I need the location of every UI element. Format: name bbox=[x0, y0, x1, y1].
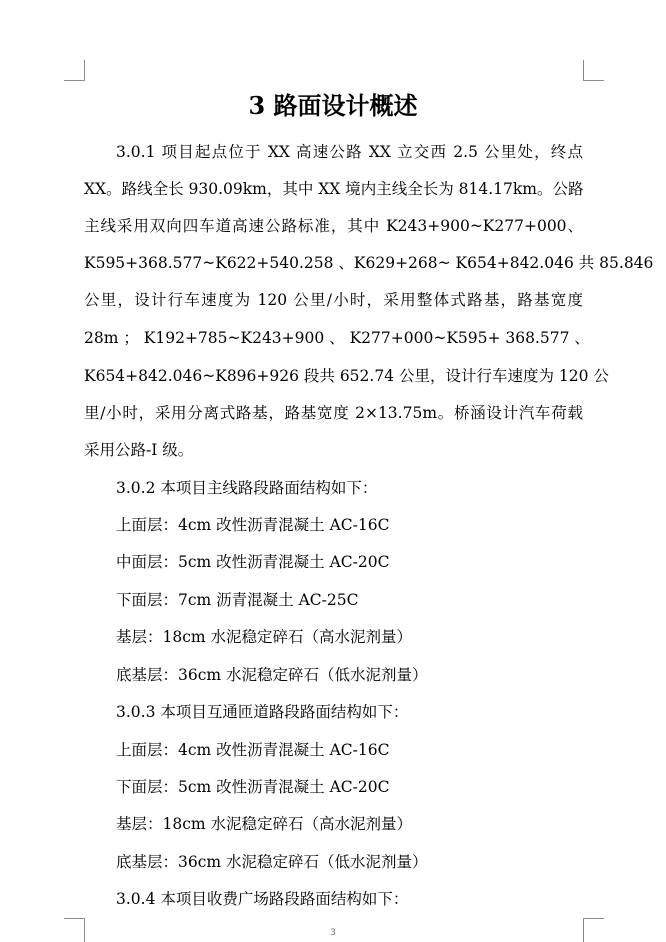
page-number: 3 bbox=[330, 928, 336, 938]
pavement-layer: 底基层：36cm 水泥稳定碎石（低水泥剂量） bbox=[116, 853, 428, 871]
document-title: 3 路面设计概述 bbox=[248, 91, 418, 120]
paragraph-line: 3.0.1 项目起点位于 XX 高速公路 XX 立交西 2.5 公里处，终点 bbox=[116, 143, 583, 161]
pavement-layer: 基层：18cm 水泥稳定碎石（高水泥剂量） bbox=[116, 815, 413, 833]
paragraph-line: 采用公路-I 级。 bbox=[84, 441, 194, 459]
paragraph-line: 28m ； K192+785~K243+900 、 K277+000~K595+ 368.577 、 bbox=[84, 329, 590, 347]
pavement-layer: 底基层：36cm 水泥稳定碎石（低水泥剂量） bbox=[116, 666, 428, 684]
pavement-layer: 上面层：4cm 改性沥青混凝土 AC-16C bbox=[116, 741, 390, 759]
paragraph-line: 公里，设计行车速度为 120 公里/小时，采用整体式路基，路基宽度 bbox=[84, 291, 583, 309]
page-corner-top-left bbox=[64, 60, 85, 81]
paragraph-line: 里/小时，采用分离式路基，路基宽度 2×13.75m。桥涵设计汽车荷载 bbox=[84, 404, 583, 422]
section-heading: 3.0.2 本项目主线路段路面结构如下： bbox=[116, 479, 378, 497]
paragraph-line: K654+842.046~K896+926 段共 652.74 公里，设计行车速度为 120 公 bbox=[84, 367, 609, 385]
section-heading: 3.0.4 本项目收费广场路段路面结构如下： bbox=[116, 890, 409, 908]
pavement-layer: 上面层：4cm 改性沥青混凝土 AC-16C bbox=[116, 516, 390, 534]
paragraph-line: K595+368.577~K622+540.258 、K629+268~ K654+842.046 共 85.846 bbox=[84, 254, 654, 272]
section-heading: 3.0.3 本项目互通匝道路段路面结构如下： bbox=[116, 703, 409, 721]
page-corner-top-right bbox=[583, 60, 604, 81]
paragraph-line: XX。路线全长 930.09km，其中 XX 境内主线全长为 814.17km。公路 bbox=[84, 180, 584, 198]
pavement-layer: 下面层：5cm 改性沥青混凝土 AC-20C bbox=[116, 778, 390, 796]
paragraph-line: 主线采用双向四车道高速公路标准，其中 K243+900~K277+000、 bbox=[84, 217, 583, 235]
pavement-layer: 中面层：5cm 改性沥青混凝土 AC-20C bbox=[116, 553, 390, 571]
pavement-layer: 下面层：7cm 沥青混凝土 AC-25C bbox=[116, 591, 359, 609]
pavement-layer: 基层：18cm 水泥稳定碎石（高水泥剂量） bbox=[116, 628, 413, 646]
